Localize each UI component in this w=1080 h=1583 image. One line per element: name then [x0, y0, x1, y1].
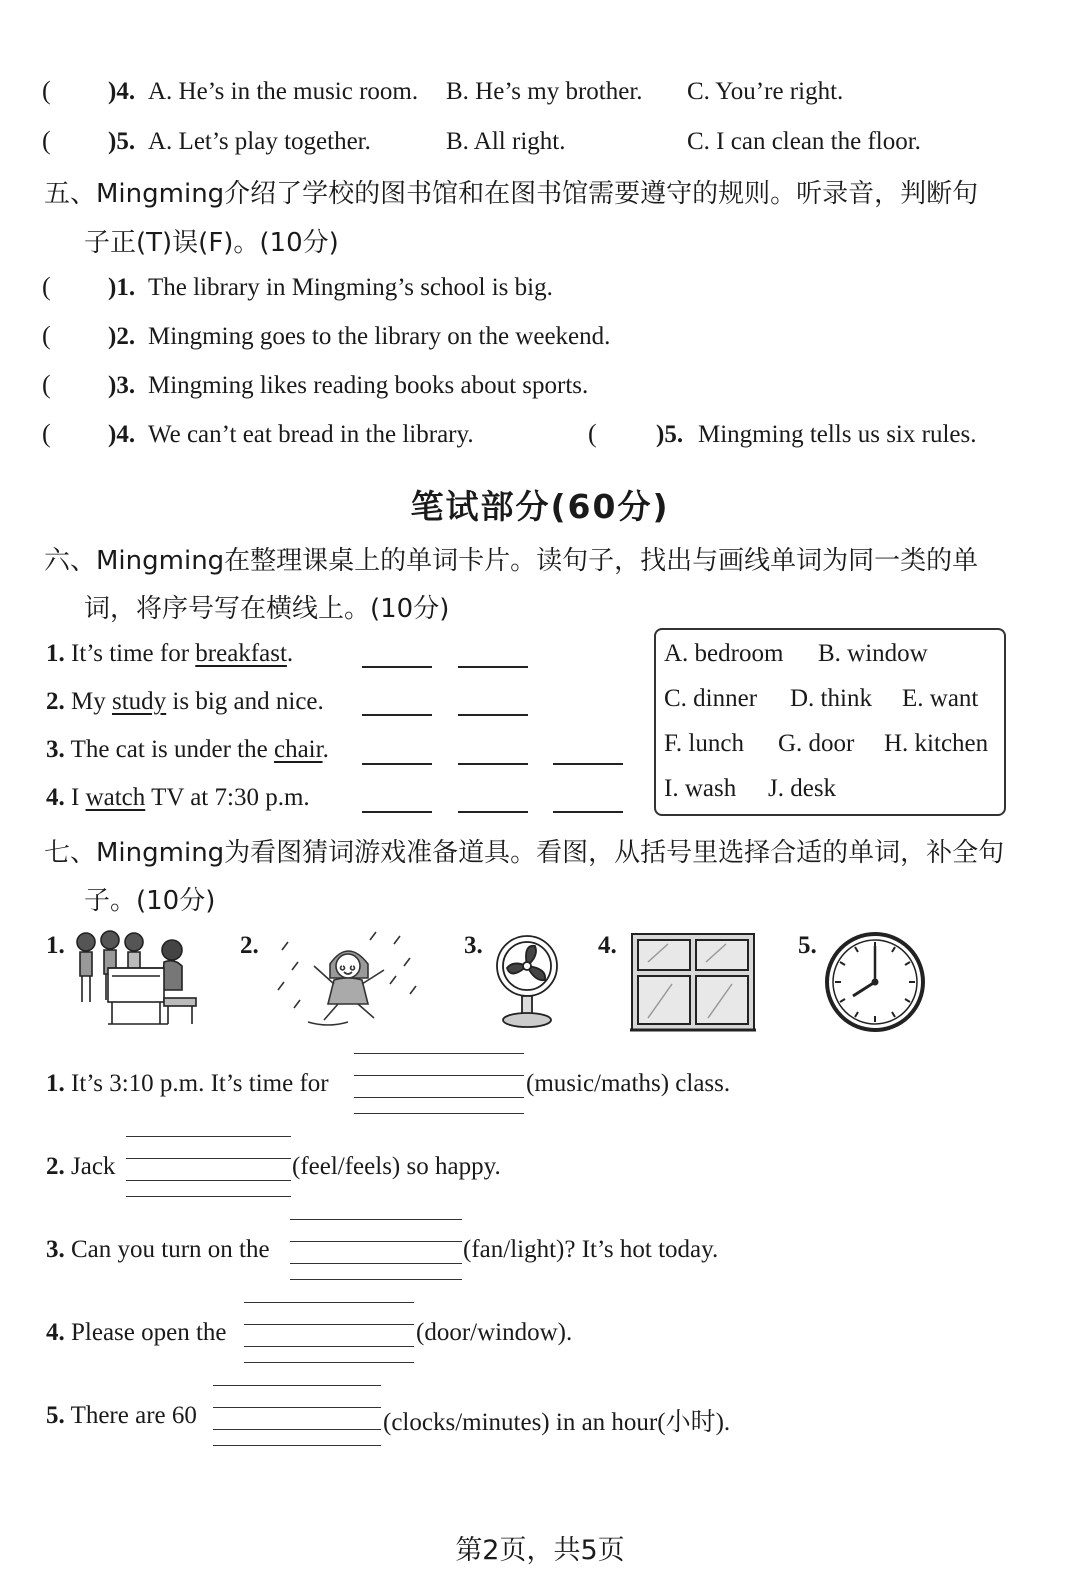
sentence-pre: I [71, 784, 86, 811]
answer-paren[interactable]: ( [42, 370, 51, 399]
window-picture [628, 932, 758, 1032]
item-number: 4. [46, 1319, 65, 1346]
answer-blank[interactable] [244, 1346, 414, 1347]
word-option: B. window [818, 640, 928, 667]
word-option: G. door [778, 730, 855, 757]
section-6-title-line1: 六、Mingming在整理课桌上的单词卡片。读句子，找出与画线单词为同一类的单 [44, 546, 979, 576]
section-5-title-line1: 五、Mingming介绍了学校的图书馆和在图书馆需要遵守的规则。听录音，判断句 [44, 179, 979, 209]
item-number: )1. [108, 274, 136, 301]
option-b: B. All right. [446, 128, 566, 155]
answer-paren[interactable]: ( [42, 419, 51, 448]
answer-blank[interactable] [290, 1263, 462, 1264]
sentence-pre: It’s time for [71, 640, 196, 667]
item-number: )5. [656, 421, 684, 448]
question-number: )4. [108, 78, 136, 105]
writing-guide-line [126, 1136, 291, 1137]
sentence-pre: My [71, 688, 112, 715]
answer-paren[interactable]: ( [42, 321, 51, 350]
answer-paren[interactable]: ( [42, 126, 51, 155]
writing-guide-line [213, 1385, 381, 1386]
sentence-post: is big and nice. [166, 688, 324, 715]
option-b: B. He’s my brother. [446, 78, 643, 105]
sentence-post: TV at 7:30 p.m. [145, 784, 310, 811]
picture-label: 1. [46, 932, 65, 959]
item-number: 1. [46, 1070, 65, 1097]
section-6-title-line2: 词，将序号写在横线上。(10分) [84, 594, 450, 624]
written-part-title: 笔试部分(60分) [410, 487, 670, 526]
picture-label: 3. [464, 932, 483, 959]
writing-guide-line [126, 1158, 291, 1159]
answer-paren[interactable]: ( [588, 419, 597, 448]
section-7-title-line2: 子。(10分) [84, 886, 216, 916]
music-class-picture [72, 928, 202, 1028]
answer-paren[interactable]: ( [42, 272, 51, 301]
word-option: F. lunch [664, 730, 744, 757]
answer-blank[interactable] [458, 811, 528, 813]
writing-guide-line [244, 1362, 414, 1363]
answer-blank[interactable] [213, 1429, 381, 1430]
item-text: Mingming tells us six rules. [698, 421, 977, 448]
word-option: H. kitchen [884, 730, 989, 757]
item-number: )4. [108, 421, 136, 448]
answer-paren[interactable]: ( [42, 76, 51, 105]
item-number: 2. [46, 1153, 65, 1180]
word-options-box [654, 628, 1006, 816]
item-number: 2. [46, 688, 65, 715]
option-a: A. Let’s play together. [148, 128, 371, 155]
picture-label: 4. [598, 932, 617, 959]
answer-blank[interactable] [362, 666, 432, 668]
underlined-word: study [111, 688, 167, 715]
answer-blank[interactable] [553, 763, 623, 765]
item-number: 1. [46, 640, 65, 667]
writing-guide-line [290, 1279, 462, 1280]
option-a: A. He’s in the music room. [148, 78, 419, 105]
happy-boy-picture [272, 930, 422, 1030]
underlined-word: watch [85, 784, 146, 811]
answer-blank[interactable] [362, 714, 432, 716]
sentence-post: . [322, 736, 329, 763]
section-5-title-line2: 子正(T)误(F)。(10分) [84, 228, 339, 258]
word-option: A. bedroom [664, 640, 784, 667]
item-number: 5. [46, 1402, 65, 1429]
page-number-footer: 第2页，共5页 [455, 1535, 625, 1566]
sentence-post: (music/maths) class. [526, 1070, 731, 1097]
fan-picture [492, 930, 562, 1030]
writing-guide-line [354, 1075, 524, 1076]
sentence-pre: The cat is under the [70, 736, 274, 763]
sentence-pre: Please open the [71, 1319, 227, 1346]
item-number: )2. [108, 323, 136, 350]
writing-guide-line [290, 1219, 462, 1220]
writing-guide-line [244, 1302, 414, 1303]
item-number: 4. [46, 784, 65, 811]
sentence-pre: Jack [71, 1153, 116, 1180]
sentence-pre: It’s 3:10 p.m. It’s time for [71, 1070, 329, 1097]
sentence-post: (door/window). [416, 1319, 573, 1346]
section-7-title-line1: 七、Mingming为看图猜词游戏准备道具。看图，从括号里选择合适的单词，补全句 [44, 838, 1005, 868]
word-option: E. want [902, 685, 979, 712]
item-text: Mingming goes to the library on the weekend. [148, 323, 611, 350]
answer-blank[interactable] [458, 763, 528, 765]
word-option: C. dinner [664, 685, 758, 712]
item-text: Mingming likes reading books about sports. [148, 372, 589, 399]
writing-guide-line [126, 1196, 291, 1197]
option-c: C. You’re right. [687, 78, 844, 105]
picture-label: 5. [798, 932, 817, 959]
writing-guide-line [213, 1445, 381, 1446]
item-number: 3. [46, 1236, 65, 1263]
sentence-post: (feel/feels) so happy. [292, 1153, 501, 1180]
item-text: We can’t eat bread in the library. [148, 421, 474, 448]
sentence-post: (fan/light)? It’s hot today. [463, 1236, 719, 1263]
writing-guide-line [213, 1407, 381, 1408]
answer-blank[interactable] [126, 1180, 291, 1181]
word-option: D. think [790, 685, 872, 712]
picture-label: 2. [240, 932, 259, 959]
clock-picture [822, 930, 928, 1034]
writing-guide-line [354, 1053, 524, 1054]
sentence-pre: There are 60 [70, 1402, 197, 1429]
answer-blank[interactable] [553, 811, 623, 813]
option-c: C. I can clean the floor. [687, 128, 921, 155]
item-number: 3. [46, 736, 65, 763]
item-text: The library in Mingming’s school is big. [148, 274, 553, 301]
sentence-post: . [286, 640, 294, 667]
underlined-word: breakfast [195, 640, 287, 667]
word-option: I. wash [664, 775, 737, 802]
answer-blank[interactable] [362, 811, 432, 813]
question-number: )5. [108, 128, 136, 155]
answer-blank[interactable] [458, 666, 528, 668]
item-number: )3. [108, 372, 136, 399]
underlined-word: chair [273, 736, 323, 763]
answer-blank[interactable] [458, 714, 528, 716]
writing-guide-line [244, 1324, 414, 1325]
answer-blank[interactable] [354, 1097, 524, 1098]
sentence-post: (clocks/minutes) in an hour(小时). [383, 1409, 731, 1436]
writing-guide-line [354, 1113, 524, 1114]
sentence-pre: Can you turn on the [71, 1236, 270, 1263]
answer-blank[interactable] [362, 763, 432, 765]
word-option: J. desk [768, 775, 837, 802]
writing-guide-line [290, 1241, 462, 1242]
